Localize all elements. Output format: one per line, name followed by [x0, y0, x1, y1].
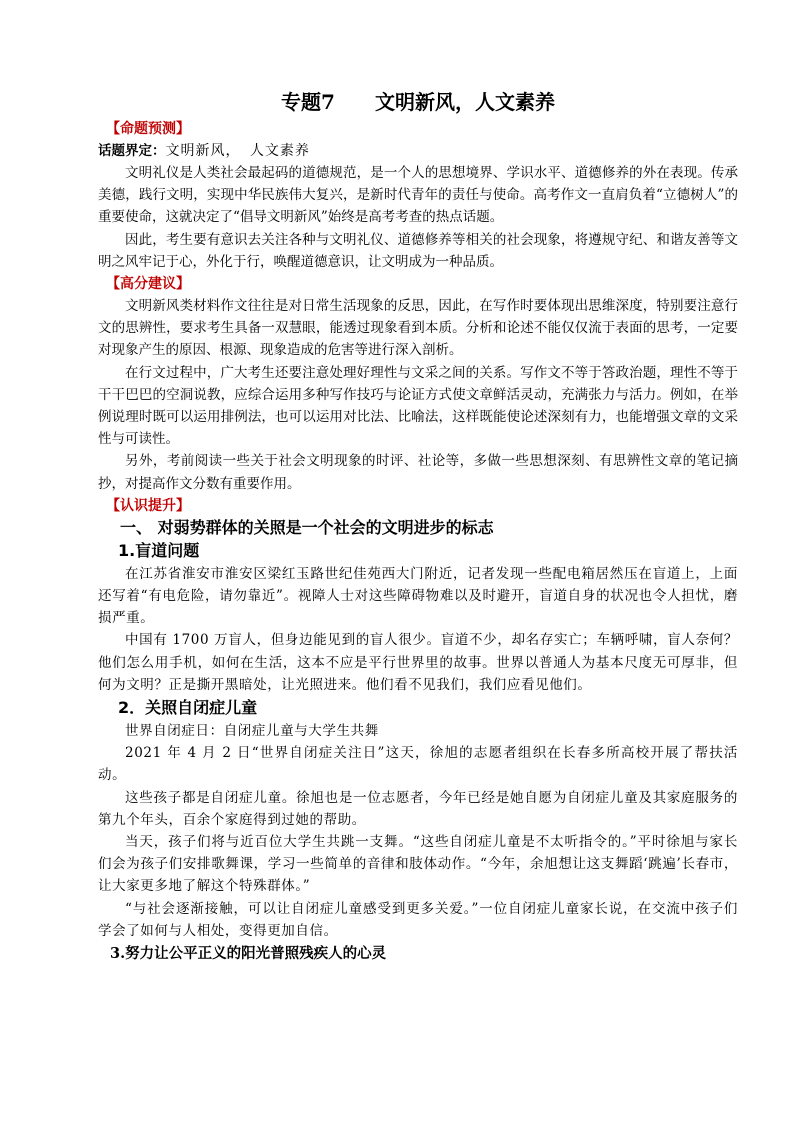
page-title	[98, 88, 738, 116]
section-tag-predict: 【命题预测】	[106, 121, 190, 137]
heading-autism: 2．关照自闭症儿童	[118, 698, 258, 718]
autism-subtitle: 世界自闭症日：自闭症儿童与大学生共舞	[125, 723, 379, 740]
section-tag-advice: 【高分建议】	[106, 276, 190, 293]
blind-road-paragraph: 在江苏省淮安市淮安区梁红玉路世纪佳苑西大门附近，记者发现一些配电箱居然压在盲道上，上面还写着“有电危险，请勿靠近”。视障人士对这些障碍物难以及时避开，盲道自身的状况也令人担忧，磨损严重。	[98, 565, 738, 627]
advice-paragraph: 另外，考前阅读一些关于社会文明现象的时评、社论等，多做一些思想深刻、有思辨性文章的笔记摘抄，对提高作文分数有重要作用。	[98, 453, 738, 492]
predict-paragraph: 文明礼仪是人类社会最起码的道德规范，是一个人的思想境界、学识水平、道德修养的外在表现。传承美德，践行文明，实现中华民族伟大复兴，是新时代青年的责任与使命。高考作文一直肩负着“立德树人”的重要使命，这就决定了“倡导文明新风”始终是高考考查的热点话题。	[98, 165, 738, 226]
heading-disabled-justice: 3.努力让公平正义的阳光普照残疾人的心灵	[110, 945, 387, 963]
topic-label: 话题界定：	[98, 143, 166, 159]
autism-paragraph: 这些孩子都是自闭症儿童。徐旭也是一位志愿者，今年已经是她自愿为自闭症儿童及其家庭服务的第九个年头，百余个家庭得到过她的帮助。	[98, 789, 738, 828]
advice-paragraph: 文明新风类材料作文往往是对日常生活现象的反思，因此，在写作时要体现出思维深度，特别要注意行文的思辨性，要求考生具备一双慧眼，能透过现象看到本质。分析和论述不能仅仅流于表面的思考，一定要对现象产生的原因、根源、现象造成的危害等进行深入剖析。	[98, 298, 738, 359]
document-page	[98, 88, 738, 966]
topic-value: 文明新风， 人文素养	[165, 143, 310, 159]
heading-blind-road: 1.盲道问题	[118, 540, 200, 560]
advice-paragraph: 在行文过程中，广大考生还要注意处理好理性与文采之间的关系。写作文不等于答政治题，理性不等于干干巴巴的空洞说教，应综合运用多种写作技巧与论证方式使文章鲜活灵动，充满张力与活力。例如，在举例说理时既可以运用排例法，也可以运用对比法、比喻法，这样既能使论述深刻有力，也能增强文章的文采性与可读性。	[98, 364, 738, 448]
heading-weak-groups: 一、 对弱势群体的关照是一个社会的文明进步的标志	[120, 517, 494, 537]
topic-line	[98, 140, 738, 162]
predict-paragraph: 因此，考生要有意识去关注各种与文明礼仪、道德修养等相关的社会现象，将遵规守纪、和谐友善等文明之风牢记于心，外化于行，唤醒道德意识，让文明成为一种品质。	[98, 231, 738, 270]
autism-paragraph: 当天，孩子们将与近百位大学生共跳一支舞。“这些自闭症儿童是不太听指令的。”平时徐旭与家长们会为孩子们安排歌舞课，学习一些简单的音律和肢体动作。“今年，余旭想让这支舞蹈‘跳遍’长春市，让大家更多地了解这个特殊群体。”	[98, 834, 738, 895]
title-main: 文明新风，人文素养	[374, 90, 555, 114]
autism-paragraph: “与社会逐渐接触，可以让自闭症儿童感受到更多关爱。”一位自闭症儿童家长说，在交流中孩子们学会了如何与人相处，变得更加自信。	[98, 900, 738, 939]
blind-road-paragraph: 中国有 1700 万盲人，但身边能见到的盲人很少。盲道不少，却名存实亡；车辆呼啸，盲人奈何？他们怎么用手机，如何在生活，这本不应是平行世界里的故事。世界以普通人为基本尺度无可厚非，但何为文明？正是撕开黑暗处，让光照进来。他们看不见我们，我们应看见他们。	[98, 632, 738, 693]
section-tag-knowledge: 【认识提升】	[106, 497, 190, 514]
title-prefix: 专题7	[281, 90, 335, 114]
autism-paragraph: 2021 年 4 月 2 日“世界自闭症关注日”这天，徐旭的志愿者组织在长春多所高校开展了帮扶活动。	[98, 745, 738, 784]
